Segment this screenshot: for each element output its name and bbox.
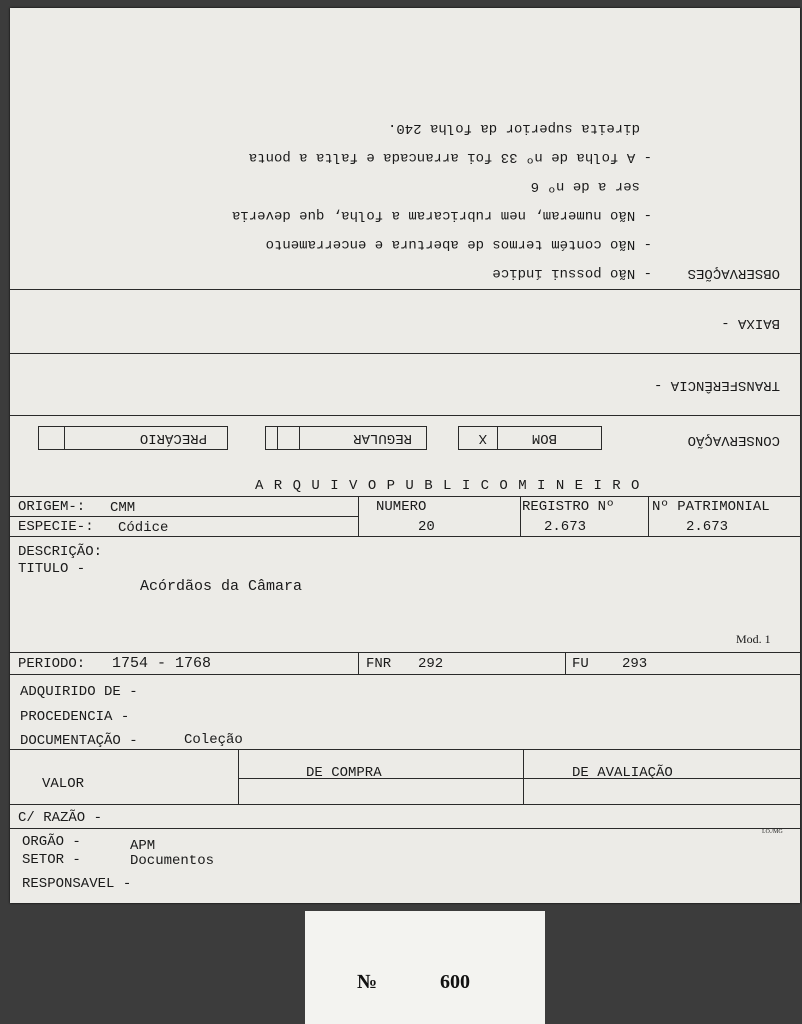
- fu-label: FU: [572, 656, 589, 672]
- titulo-label: TITULO -: [18, 561, 86, 577]
- setor-label: SETOR -: [22, 852, 81, 868]
- razao-label: C/ RAZÃO -: [18, 810, 103, 826]
- titulo-value: Acórdãos da Câmara: [140, 578, 303, 595]
- numero-label: NUMERO: [376, 499, 427, 515]
- checkbox-regular[interactable]: [265, 426, 427, 450]
- origem-label: ORIGEM-:: [18, 499, 86, 515]
- valor-label: VALOR: [42, 776, 85, 792]
- observacao-line-4: ser a de nº 6: [530, 178, 640, 194]
- numero-symbol: №: [357, 971, 378, 993]
- option-regular: REGULAR: [353, 430, 412, 446]
- observacoes-label: OBSERVAÇÕES: [687, 265, 780, 281]
- inverted-section: [10, 8, 800, 496]
- orgao-value: APM: [130, 838, 156, 854]
- documentacao-value: Coleção: [184, 732, 243, 748]
- observacao-line-5: - A folha de nº 33 foi arrancada e falta a ponta: [248, 149, 652, 165]
- divider: [10, 289, 800, 290]
- setor-value: Documentos: [130, 853, 215, 869]
- descricao-label: DESCRIÇÃO:: [18, 544, 103, 560]
- especie-value: Códice: [118, 520, 169, 536]
- de-compra-label: DE COMPRA: [306, 765, 382, 781]
- conservacao-label: CONSERVAÇÃO: [687, 432, 780, 448]
- observacao-line-3: - Não numeram, nem rubricaram a folha, que deveria: [231, 207, 652, 223]
- patrimonial-label: Nº PATRIMONIAL: [652, 499, 770, 515]
- observacao-line-2: - Não contém termos de abertura e encerramento: [265, 236, 652, 252]
- origem-value: CMM: [110, 500, 136, 516]
- registro-value: 2.673: [544, 519, 587, 535]
- adquirido-label: ADQUIRIDO DE -: [20, 684, 138, 700]
- transferencia-label: TRANSFERÊNCIA -: [653, 377, 780, 393]
- mark-x: X: [478, 430, 487, 446]
- patrimonial-value: 2.673: [686, 519, 729, 535]
- orgao-label: ORGÃO -: [22, 834, 81, 850]
- procedencia-label: PROCEDENCIA -: [20, 709, 130, 725]
- number-tag: [305, 911, 545, 1024]
- divider: [10, 496, 800, 497]
- registro-label: REGISTRO Nº: [522, 499, 615, 515]
- observacao-line-1: - Não possui índice: [492, 265, 652, 281]
- fnr-value: 292: [418, 656, 444, 672]
- checkbox-precario[interactable]: [38, 426, 228, 450]
- responsavel-label: RESPONSAVEL -: [22, 876, 132, 892]
- tag-number: 600: [440, 971, 470, 993]
- divider: [10, 353, 800, 354]
- especie-label: ESPECIE-:: [18, 519, 94, 535]
- option-bom: BOM: [531, 430, 557, 446]
- baixa-label: BAIXA -: [721, 315, 780, 331]
- printer-mark: I.O./MG: [762, 829, 783, 835]
- de-avaliacao-label: DE AVALIAÇÃO: [572, 765, 673, 781]
- numero-value: 20: [418, 519, 435, 535]
- checkbox-bom[interactable]: [458, 426, 602, 450]
- divider: [10, 415, 800, 416]
- archive-header: A R Q U I V O P U B L I C O M I N E I R O: [255, 478, 641, 494]
- mod-label: Mod. 1: [736, 632, 771, 646]
- fnr-label: FNR: [366, 656, 392, 672]
- observacao-line-6: direita superior da folha 240.: [387, 120, 640, 136]
- documentacao-label: DOCUMENTAÇÃO -: [20, 733, 138, 749]
- catalog-card: [10, 8, 800, 903]
- periodo-value: 1754 - 1768: [112, 655, 212, 672]
- periodo-label: PERIODO:: [18, 656, 86, 672]
- fu-value: 293: [622, 656, 648, 672]
- option-precario: PRECÁRIO: [139, 430, 207, 446]
